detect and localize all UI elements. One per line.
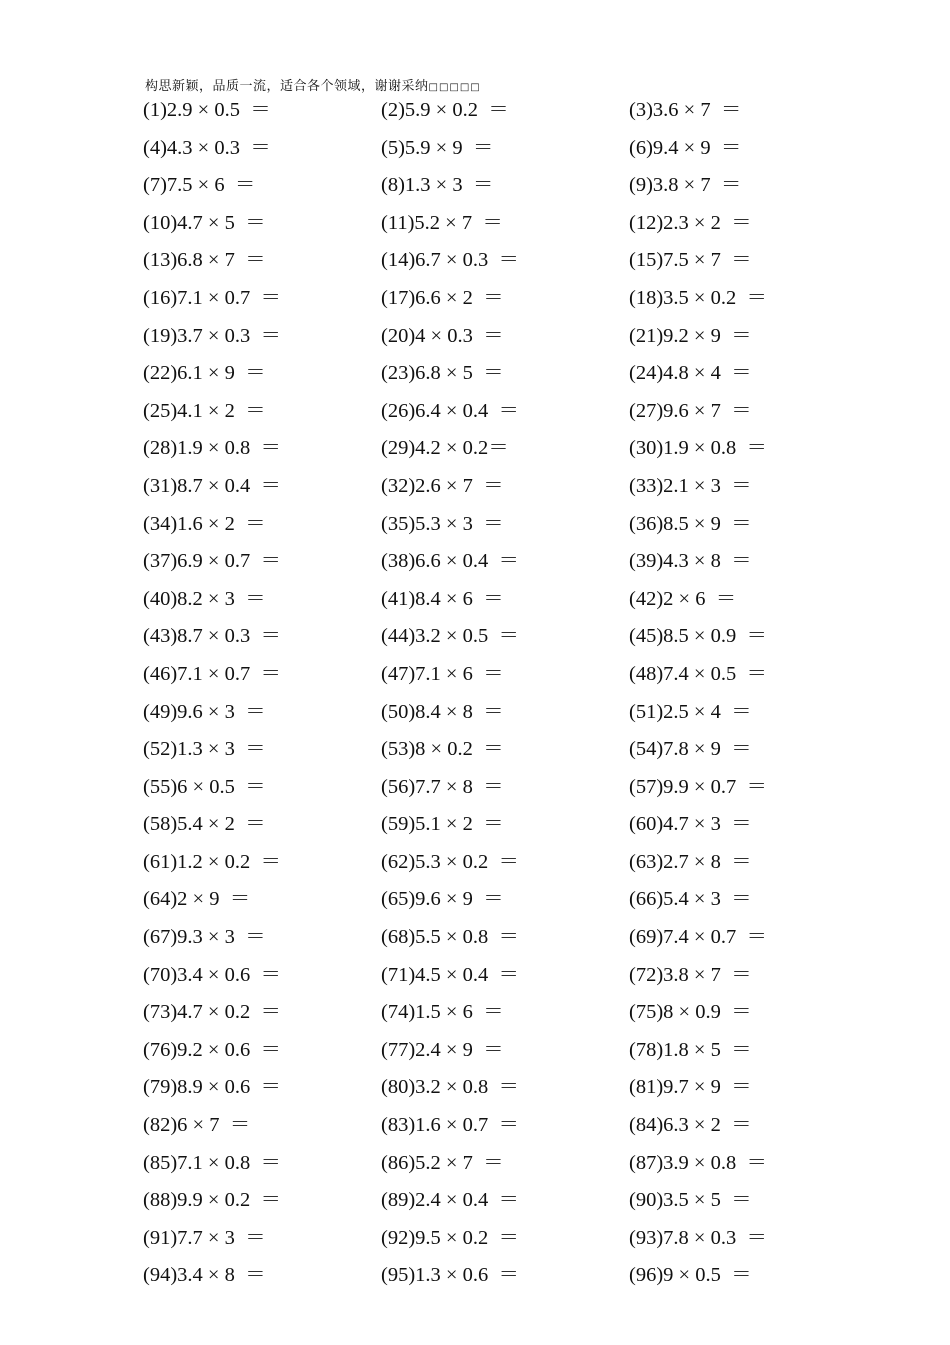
math-problem-14: (14)6.7 × 0.3 ＝ <box>381 249 519 272</box>
math-problem-54: (54)7.8 × 9 ＝ <box>629 738 752 761</box>
math-problem-10: (10)4.7 × 5 ＝ <box>143 211 266 234</box>
math-problem-1: (1)2.9 × 0.5 ＝ <box>143 99 271 121</box>
math-problem-80: (80)3.2 × 0.8 ＝ <box>381 1076 519 1099</box>
math-problem-18: (18)3.5 × 0.2 ＝ <box>629 286 767 309</box>
math-problem-26: (26)6.4 × 0.4 ＝ <box>381 399 519 422</box>
math-problem-3: (3)3.6 × 7 ＝ <box>629 99 742 121</box>
math-problem-27: (27)9.6 × 7 ＝ <box>629 399 752 422</box>
math-problem-61: (61)1.2 × 0.2 ＝ <box>143 850 281 873</box>
math-problem-2: (2)5.9 × 0.2 ＝ <box>381 99 509 121</box>
math-problem-34: (34)1.6 × 2 ＝ <box>143 512 266 535</box>
math-problem-72: (72)3.8 × 7 ＝ <box>629 963 752 986</box>
math-problem-73: (73)4.7 × 0.2 ＝ <box>143 1001 281 1024</box>
math-problem-93: (93)7.8 × 0.3 ＝ <box>629 1226 767 1249</box>
math-problem-58: (58)5.4 × 2 ＝ <box>143 813 266 836</box>
math-problem-11: (11)5.2 × 7 ＝ <box>381 211 503 234</box>
math-problem-96: (96)9 × 0.5 ＝ <box>629 1264 752 1287</box>
math-problem-86: (86)5.2 × 7 ＝ <box>381 1151 504 1174</box>
math-problem-81: (81)9.7 × 9 ＝ <box>629 1076 752 1099</box>
problem-grid <box>143 92 843 1295</box>
math-problem-82: (82)6 × 7 ＝ <box>143 1114 251 1137</box>
missing-glyph-boxes: □□□□□ <box>428 82 481 93</box>
math-problem-47: (47)7.1 × 6 ＝ <box>381 662 504 685</box>
math-problem-19: (19)3.7 × 0.3 ＝ <box>143 324 281 347</box>
math-problem-55: (55)6 × 0.5 ＝ <box>143 775 266 798</box>
math-problem-89: (89)2.4 × 0.4 ＝ <box>381 1189 519 1212</box>
math-problem-5: (5)5.9 × 9 ＝ <box>381 136 494 159</box>
math-problem-71: (71)4.5 × 0.4 ＝ <box>381 963 519 986</box>
math-problem-7: (7)7.5 × 6 ＝ <box>143 174 256 197</box>
math-problem-92: (92)9.5 × 0.2 ＝ <box>381 1226 519 1249</box>
math-problem-31: (31)8.7 × 0.4 ＝ <box>143 474 281 497</box>
math-problem-17: (17)6.6 × 2 ＝ <box>381 286 504 309</box>
header-text: 构思新颖，品质一流，适合各个领域，谢谢采纳 <box>145 79 429 94</box>
math-problem-59: (59)5.1 × 2 ＝ <box>381 813 504 836</box>
math-problem-13: (13)6.8 × 7 ＝ <box>143 249 266 272</box>
math-problem-32: (32)2.6 × 7 ＝ <box>381 474 504 497</box>
math-problem-66: (66)5.4 × 3 ＝ <box>629 888 752 911</box>
math-problem-36: (36)8.5 × 9 ＝ <box>629 512 752 535</box>
math-problem-94: (94)3.4 × 8 ＝ <box>143 1264 266 1287</box>
math-problem-53: (53)8 × 0.2 ＝ <box>381 738 504 761</box>
math-problem-69: (69)7.4 × 0.7 ＝ <box>629 926 767 949</box>
math-problem-21: (21)9.2 × 9 ＝ <box>629 324 752 347</box>
math-problem-78: (78)1.8 × 5 ＝ <box>629 1038 752 1061</box>
math-problem-63: (63)2.7 × 8 ＝ <box>629 850 752 873</box>
math-problem-29: (29)4.2 × 0.2＝ <box>381 437 509 460</box>
math-problem-40: (40)8.2 × 3 ＝ <box>143 587 266 610</box>
math-problem-57: (57)9.9 × 0.7 ＝ <box>629 775 767 798</box>
math-problem-12: (12)2.3 × 2 ＝ <box>629 211 752 234</box>
math-problem-45: (45)8.5 × 0.9 ＝ <box>629 625 767 648</box>
math-problem-9: (9)3.8 × 7 ＝ <box>629 174 742 197</box>
math-problem-25: (25)4.1 × 2 ＝ <box>143 399 266 422</box>
math-problem-24: (24)4.8 × 4 ＝ <box>629 362 752 385</box>
math-problem-68: (68)5.5 × 0.8 ＝ <box>381 926 519 949</box>
math-problem-16: (16)7.1 × 0.7 ＝ <box>143 286 281 309</box>
math-problem-60: (60)4.7 × 3 ＝ <box>629 813 752 836</box>
math-problem-6: (6)9.4 × 9 ＝ <box>629 136 742 159</box>
math-problem-51: (51)2.5 × 4 ＝ <box>629 700 752 723</box>
math-problem-56: (56)7.7 × 8 ＝ <box>381 775 504 798</box>
math-problem-62: (62)5.3 × 0.2 ＝ <box>381 850 519 873</box>
math-problem-4: (4)4.3 × 0.3 ＝ <box>143 136 271 159</box>
math-problem-76: (76)9.2 × 0.6 ＝ <box>143 1038 281 1061</box>
math-problem-90: (90)3.5 × 5 ＝ <box>629 1189 752 1212</box>
math-problem-8: (8)1.3 × 3 ＝ <box>381 174 494 197</box>
math-problem-48: (48)7.4 × 0.5 ＝ <box>629 662 767 685</box>
math-problem-85: (85)7.1 × 0.8 ＝ <box>143 1151 281 1174</box>
math-problem-39: (39)4.3 × 8 ＝ <box>629 550 752 573</box>
math-problem-20: (20)4 × 0.3 ＝ <box>381 324 504 347</box>
math-problem-37: (37)6.9 × 0.7 ＝ <box>143 550 281 573</box>
math-problem-79: (79)8.9 × 0.6 ＝ <box>143 1076 281 1099</box>
math-problem-35: (35)5.3 × 3 ＝ <box>381 512 504 535</box>
math-problem-70: (70)3.4 × 0.6 ＝ <box>143 963 281 986</box>
math-problem-84: (84)6.3 × 2 ＝ <box>629 1114 752 1137</box>
math-problem-67: (67)9.3 × 3 ＝ <box>143 926 266 949</box>
math-problem-88: (88)9.9 × 0.2 ＝ <box>143 1189 281 1212</box>
math-problem-44: (44)3.2 × 0.5 ＝ <box>381 625 519 648</box>
math-problem-52: (52)1.3 × 3 ＝ <box>143 738 266 761</box>
math-problem-83: (83)1.6 × 0.7 ＝ <box>381 1114 519 1137</box>
math-problem-38: (38)6.6 × 0.4 ＝ <box>381 550 519 573</box>
math-problem-28: (28)1.9 × 0.8 ＝ <box>143 437 281 460</box>
math-problem-43: (43)8.7 × 0.3 ＝ <box>143 625 281 648</box>
math-problem-15: (15)7.5 × 7 ＝ <box>629 249 752 272</box>
math-problem-77: (77)2.4 × 9 ＝ <box>381 1038 504 1061</box>
math-problem-49: (49)9.6 × 3 ＝ <box>143 700 266 723</box>
math-problem-22: (22)6.1 × 9 ＝ <box>143 362 266 385</box>
math-problem-41: (41)8.4 × 6 ＝ <box>381 587 504 610</box>
math-problem-64: (64)2 × 9 ＝ <box>143 888 251 911</box>
math-problem-46: (46)7.1 × 0.7 ＝ <box>143 662 281 685</box>
math-problem-87: (87)3.9 × 0.8 ＝ <box>629 1151 767 1174</box>
math-problem-23: (23)6.8 × 5 ＝ <box>381 362 504 385</box>
math-problem-50: (50)8.4 × 8 ＝ <box>381 700 504 723</box>
math-problem-30: (30)1.9 × 0.8 ＝ <box>629 437 767 460</box>
math-problem-74: (74)1.5 × 6 ＝ <box>381 1001 504 1024</box>
math-problem-75: (75)8 × 0.9 ＝ <box>629 1001 752 1024</box>
math-problem-42: (42)2 × 6 ＝ <box>629 587 737 610</box>
math-problem-95: (95)1.3 × 0.6 ＝ <box>381 1264 519 1287</box>
math-problem-65: (65)9.6 × 9 ＝ <box>381 888 504 911</box>
math-problem-33: (33)2.1 × 3 ＝ <box>629 474 752 497</box>
math-problem-91: (91)7.7 × 3 ＝ <box>143 1226 266 1249</box>
